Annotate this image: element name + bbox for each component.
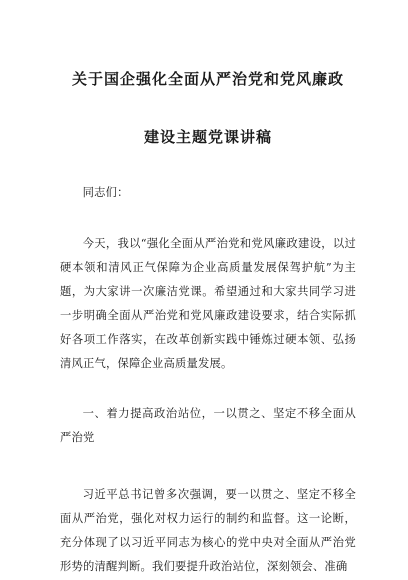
- document-title-line-1: 关于国企强化全面从严治党和党风廉政: [71, 70, 344, 88]
- section-1-paragraph: 习近平总书记曾多次强调，要一以贯之、坚定不移全面从严治党，强化对权力运行的制约和监督。这一论断，充分体现了以习近平同志为核心的党中央对全面从严治党形势的清醒判断。我们要提升政治站位，深刻领会、准确: [60, 488, 356, 573]
- section-heading-1: 一、着力提高政治站位，一以贯之、坚定不移全面从严治党: [60, 407, 356, 444]
- intro-paragraph: 今天，我以“强化全面从严治党和党风廉政建设，以过硬本领和清风正气保障为企业高质量发展保驾护航”为主题，为大家讲一次廉洁党课。希望通过和大家共同学习进一步明确全面从严治党和党风廉政建设要求，结合实际抓好各项工作落实，在改革创新实践中锤炼过硬本领、弘扬清风正气，保障企业高质量发展。: [60, 237, 356, 370]
- document-title-line-2: 建设主题党课讲稿: [143, 128, 272, 146]
- salutation: 同志们：: [82, 186, 129, 199]
